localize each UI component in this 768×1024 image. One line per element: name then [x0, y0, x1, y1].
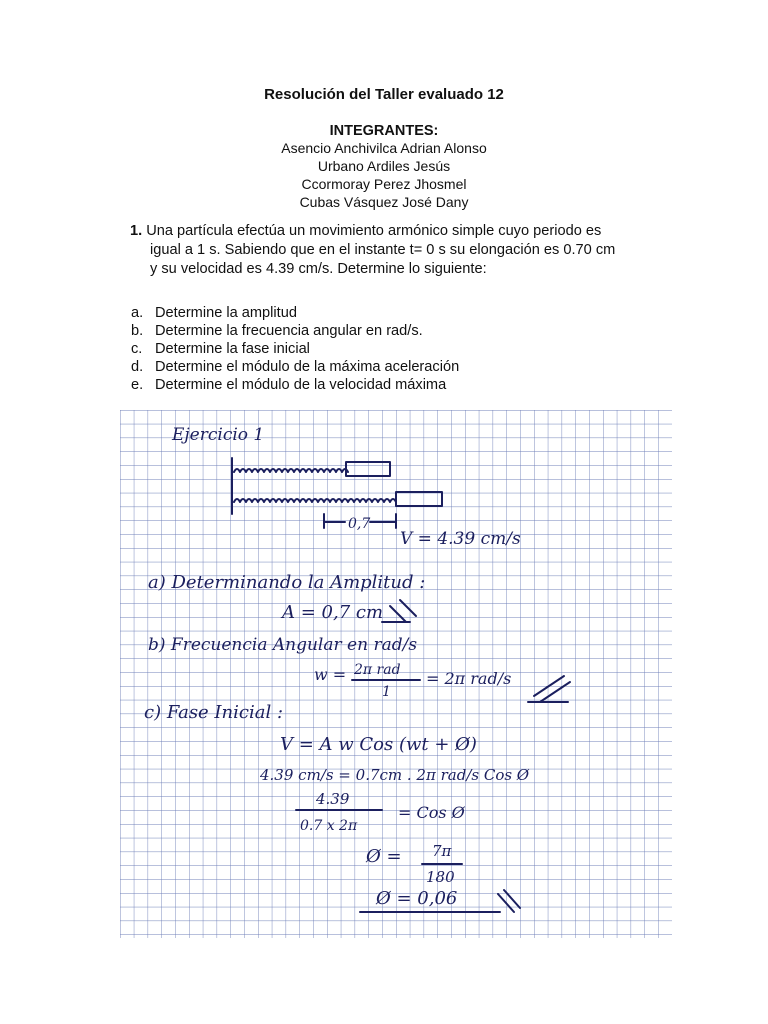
question-item: [131, 340, 691, 358]
handwritten-notebook-page: [120, 410, 672, 938]
members-list: [0, 139, 768, 211]
item-text: Determine el módulo de la máxima aceleración: [155, 359, 460, 375]
member-name: Ccormoray Perez Jhosmel: [301, 176, 467, 192]
item-letter: d.: [131, 359, 144, 375]
item-letter: e.: [131, 377, 144, 393]
question-item: [131, 322, 691, 340]
item-letter: b.: [131, 323, 144, 339]
question-item: [131, 358, 691, 376]
cosine-result: = Cos Ø: [398, 803, 465, 822]
part-b-title: b) Frecuencia Angular en rad/s: [148, 635, 418, 655]
item-text: Determine el módulo de la velocidad máxima: [155, 377, 447, 393]
fraction-denominator: 180: [426, 868, 455, 886]
problem-statement: [130, 222, 690, 279]
problem-number: 1.: [130, 223, 143, 239]
fraction-numerator: 7π: [432, 842, 452, 860]
item-letter: c.: [131, 341, 143, 357]
part-a-result: A = 0,7 cm: [282, 602, 384, 623]
phase-label: Ø =: [366, 846, 402, 867]
fraction-numerator: 4.39: [316, 790, 350, 808]
item-text: Determine la fase inicial: [155, 341, 310, 357]
spring-displacement: 0,7: [348, 516, 371, 532]
part-a-title: a) Determinando la Amplitud :: [148, 572, 426, 593]
problem-line: igual a 1 s. Sabiendo que en el instante t= 0 s su elongación es 0.70 cm: [150, 242, 616, 258]
member-name: Urbano Ardiles Jesús: [317, 158, 451, 174]
part-b-result: = 2π rad/s: [426, 669, 512, 688]
velocity-value: V = 4.39 cm/s: [400, 529, 521, 549]
velocity-equation: V = A w Cos (wt + Ø): [280, 734, 477, 755]
problem-line: Una partícula efectúa un movimiento armónico simple cuyo periodo es: [146, 223, 602, 239]
fraction-denominator: 1: [382, 684, 391, 700]
question-item: [131, 304, 691, 322]
document-title: Resolución del Taller evaluado 12: [264, 86, 504, 103]
member-name: Cubas Vásquez José Dany: [299, 194, 469, 210]
item-text: Determine la amplitud: [155, 305, 297, 321]
problem-line: y su velocidad es 4.39 cm/s. Determine lo siguiente:: [150, 261, 487, 277]
phase-result: Ø = 0,06: [376, 888, 458, 909]
part-c-title: c) Fase Inicial :: [144, 702, 284, 723]
members-heading: INTEGRANTES:: [329, 123, 439, 139]
question-list: [131, 304, 691, 394]
exercise-heading: Ejercicio 1: [172, 425, 265, 445]
fraction-numerator: 2π rad: [354, 662, 401, 678]
member-name: Asencio Anchivilca Adrian Alonso: [281, 140, 487, 156]
substituted-equation: 4.39 cm/s = 0.7cm . 2π rad/s Cos Ø: [260, 766, 530, 784]
item-letter: a.: [131, 305, 144, 321]
omega-label: w =: [314, 665, 347, 684]
item-text: Determine la frecuencia angular en rad/s.: [155, 323, 423, 339]
fraction-denominator: 0.7 x 2π: [300, 818, 358, 834]
question-item: [131, 376, 691, 394]
